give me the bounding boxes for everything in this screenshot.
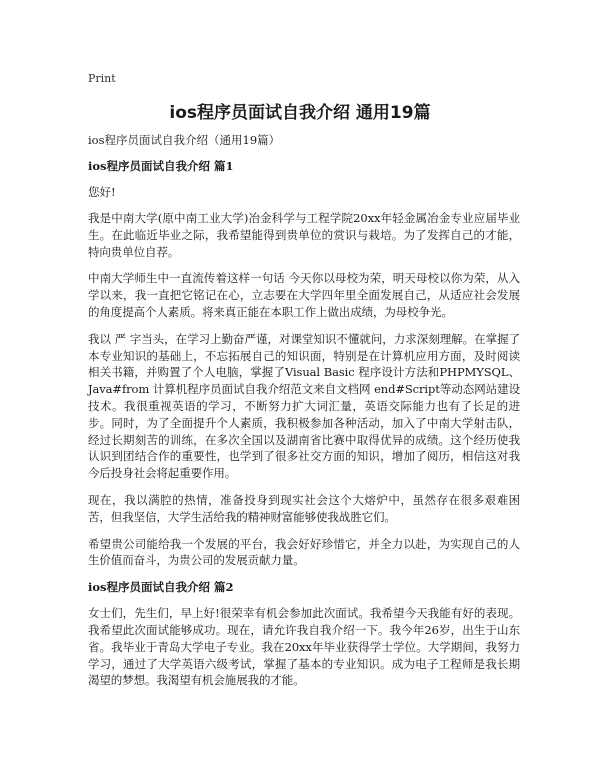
section-greeting-1: 您好! [88, 185, 116, 199]
section-heading-2: ios程序员面试自我介绍 篇2 [88, 580, 234, 595]
document-title: ios程序员面试自我介绍 通用19篇 [169, 103, 431, 123]
paragraph: 现在，我以满腔的热情，准备投身到现实社会这个大熔炉中，虽然存在很多艰难困苦，但我坚信，大学生活给我的精神财富能够使我战胜它们。 [88, 492, 520, 524]
paragraph: 我是中南大学(原中南工业大学)冶金科学与工程学院20xx年轻金属冶金专业应届毕业生。在此临近毕业之际，我希望能得到贵单位的赏识与栽培。为了发挥自己的才能，特向贵单位自荐。 [88, 211, 520, 259]
paragraph: 我以 严 字当头，在学习上勤奋严谨，对课堂知识不懂就问，力求深刻理解。在掌握了本专业知识的基础上，不忘拓展自己的知识面，特别是在计算机应用方面，及时阅读相关书籍，并购置了个人电脑，掌握了Visual Basic 程序设计方法和PHPMYSQL、Java#from 计算机程序员面试自我介绍范文来自文档网 end#Script等动态网站建设技术。我很重视英语的学习，不断努力扩大词汇量，英语交际能力也有了长足的进步。同时，为了全面提升个人素质，我积极参加各种活动，加入了中南大学射击队，经过长期刻苦的训练，在多次全国以及湖南省比赛中取得优异的成绩。这个经历使我认识到团结合作的重要性，也学到了很多社交方面的知识，增加了阅历，相信这对我今后投身社会将起重要作用。 [88, 331, 520, 481]
document-subtitle: ios程序员面试自我介绍（通用19篇） [88, 133, 281, 147]
paragraph: 中南大学师生中一直流传着这样一句话 今天你以母校为荣，明天母校以你为荣，从入学以来，我一直把它铭记在心，立志要在大学四年里全面发展自己，从适应社会发展的角度提高个人素质。将来真正能在本职工作上做出成绩，为母校争光。 [88, 271, 520, 319]
paragraph: 希望贵公司能给我一个发展的平台，我会好好珍惜它，并全力以赴，为实现自己的人生价值而奋斗，为贵公司的发展贡献力量。 [88, 536, 520, 568]
document-body [88, 132, 520, 699]
paragraph: 女士们，先生们，早上好!很荣幸有机会参加此次面试。我希望今天我能有好的表现。我希望此次面试能够成功。现在，请允许我自我介绍一下。我今年26岁，出生于山东省。我毕业于青岛大学电子专业。我在20xx年毕业获得学士学位。大学期间，我努力学习，通过了大学英语六级考试，掌握了基本的专业知识。成为电子工程师是我长期渴望的梦想。我渴望有机会施展我的才能。 [88, 606, 520, 688]
print-label[interactable]: Print [88, 72, 116, 85]
section-heading-1: ios程序员面试自我介绍 篇1 [88, 159, 234, 173]
